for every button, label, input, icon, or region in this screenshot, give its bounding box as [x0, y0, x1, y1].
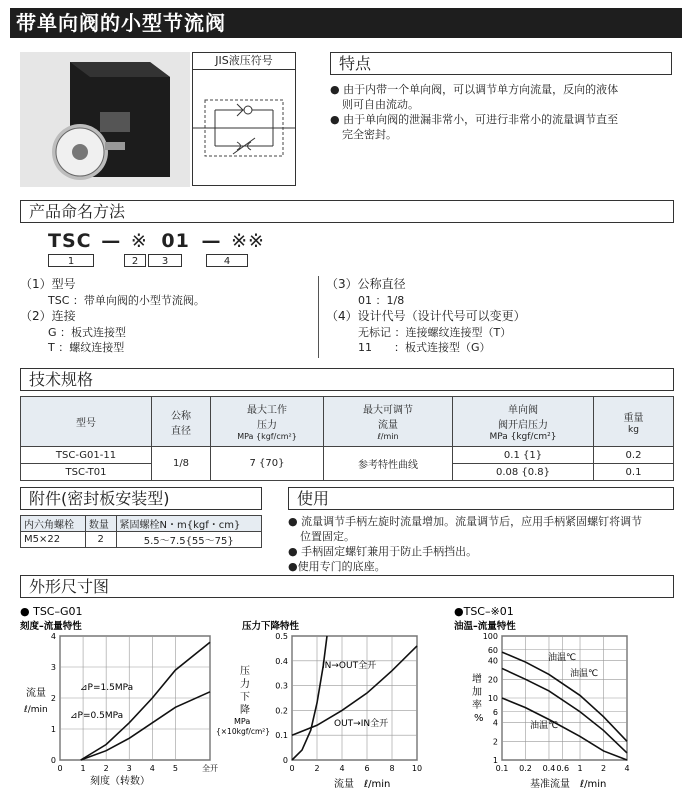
x-tick-label: 6: [364, 764, 370, 773]
col-header: 公称 直径: [152, 397, 211, 447]
x-tick-label: 0.6: [556, 764, 570, 773]
model-code: TSC — ※ 01 — ※※: [48, 230, 265, 252]
chart-label: ● TSC–G01: [20, 605, 83, 618]
valve-illustration: [20, 52, 190, 187]
series-label: 油温℃: [530, 721, 559, 731]
table-cell: 2: [85, 532, 116, 548]
x-tick-label: 0.2: [519, 764, 532, 773]
table-cell: 0.2: [594, 447, 674, 464]
table-cell: TSC-T01: [21, 464, 152, 481]
naming-right: [326, 276, 666, 355]
naming-item-line: T ：螺纹连接型: [48, 341, 125, 354]
table-cell: 0.1 {1}: [453, 447, 594, 464]
hydraulic-symbol: [193, 70, 295, 186]
svg-text:力: 力: [240, 679, 250, 690]
chart-title: 油温–流量特性: [454, 621, 516, 632]
y-tick-label: 0.4: [275, 656, 288, 666]
series-label: OUT→IN全开: [334, 719, 389, 729]
x-tick-label: 1: [80, 764, 86, 773]
x-tick-label: 5: [172, 764, 178, 773]
naming-divider: [318, 276, 319, 358]
list-item: ● 手柄固定螺钉兼用于防止手柄挡出。: [288, 545, 478, 558]
y-axis-label: [216, 665, 270, 736]
col-header: 紧固螺栓N・m{kgf・cm}: [116, 516, 261, 532]
x-tick-label: 0: [289, 764, 295, 773]
naming-item-head: （4）设计代号（设计代号可以变更）: [326, 309, 526, 323]
x-tick-label: 4: [149, 764, 155, 773]
product-photo: [20, 52, 190, 187]
y-tick-label: 10: [487, 694, 498, 703]
series-label: 油温℃: [548, 653, 577, 663]
y-tick-label: 20: [487, 675, 498, 685]
table-cell: 参考特性曲线: [324, 447, 453, 481]
code-box-2: 2: [124, 254, 146, 267]
col-header: 内六角螺栓: [21, 516, 86, 532]
y-tick-label: 2: [50, 694, 56, 703]
x-tick-label: 0: [57, 764, 63, 773]
list-item: 位置固定。: [300, 530, 355, 543]
usage-list: [288, 514, 678, 574]
svg-text:降: 降: [240, 705, 250, 716]
y-tick-label: 6: [492, 707, 498, 717]
list-item: 则可自由流动。: [342, 98, 419, 111]
y-axis-label: [472, 672, 484, 724]
y-tick-label: 4: [492, 718, 498, 728]
x-tick-label: 4: [624, 764, 630, 773]
code-box-4: 4: [206, 254, 248, 267]
chart-title: 刻度–流量特性: [20, 621, 82, 632]
series-label: IN→OUT全开: [322, 661, 377, 671]
x-tick-label: 8: [389, 764, 395, 773]
list-item: 完全密封。: [342, 128, 397, 141]
col-header: 重量 kg: [594, 397, 674, 447]
specs-heading: 技术规格: [20, 368, 674, 391]
naming-item-line: 11 ：板式连接型（G）: [358, 341, 491, 354]
dims-heading: 外形尺寸图: [20, 575, 674, 598]
y-tick-label: 0: [50, 756, 56, 765]
x-tick-label: 0.4: [542, 764, 556, 773]
svg-text:下: 下: [240, 692, 250, 703]
col-header: 单向阀 阀开启压力 MPa {kgf/cm²}: [453, 397, 594, 447]
naming-item-line: TSC ：带单向阀的小型节流阀。: [48, 294, 205, 307]
table-cell: 5.5～7.5{55～75}: [116, 532, 261, 548]
list-item: ● 由于内带一个单向阀，可以调节单方向流量，反向的液体: [330, 83, 619, 96]
x-axis-label: 刻度（转数）: [90, 776, 150, 787]
chart-scale-flow: [18, 604, 218, 792]
svg-text:%: %: [474, 713, 484, 724]
x-tick-label: 2: [314, 764, 320, 773]
chart-pressure-drop: [216, 604, 437, 792]
table-header-row: [21, 397, 674, 447]
table-cell: 7 {70}: [211, 447, 324, 481]
x-tick-label: 0.1: [495, 764, 509, 773]
y-tick-label: 0: [282, 756, 288, 765]
spec-table: [20, 396, 674, 481]
naming-item-head: （1）型号: [20, 277, 76, 291]
x-tick-label: 2: [103, 764, 109, 773]
col-header: 型号: [21, 397, 152, 447]
col-header: 数量: [85, 516, 116, 532]
naming-left: [20, 276, 310, 355]
y-axis-unit: ℓ/min: [24, 705, 48, 715]
naming-item-line: 无标记 ：连接螺纹连接型（T）: [358, 326, 512, 339]
y-tick-label: 0.1: [275, 731, 288, 741]
y-tick-label: 0.5: [275, 632, 288, 641]
svg-text:率: 率: [472, 700, 482, 711]
table-cell: TSC-G01-11: [21, 447, 152, 464]
list-item: ●使用专门的底座。: [288, 560, 386, 573]
y-axis-label: 流量: [26, 688, 46, 699]
table-cell: 1/8: [152, 447, 211, 481]
usage-heading: 使用: [288, 487, 674, 510]
y-tick-label: 60: [487, 645, 498, 655]
x-tick-label: 10: [411, 764, 423, 773]
jis-symbol-box: [192, 52, 296, 186]
y-tick-label: 0.3: [275, 681, 288, 691]
plot-frame: [292, 636, 417, 760]
x-tick-label: 4: [339, 764, 345, 773]
col-header: 最大可调节 流量 ℓ/min: [324, 397, 453, 447]
chart-title: 压力下降特性: [242, 621, 300, 632]
series-label: 油温℃: [570, 669, 599, 679]
features-heading: 特点: [330, 52, 672, 75]
naming-heading: 产品命名方法: [20, 200, 674, 223]
chart-oil-temp: [450, 604, 650, 792]
x-tick-label: 1: [577, 764, 583, 773]
naming-item-line: 01 ：1/8: [358, 294, 405, 307]
naming-item-line: G ：板式连接型: [48, 326, 127, 339]
table-cell: M5×22: [21, 532, 86, 548]
svg-text:加: 加: [472, 687, 482, 698]
y-tick-label: 3: [50, 663, 56, 672]
list-item: ● 由于单向阀的泄漏非常小，可进行非常小的流量调节直至: [330, 113, 619, 126]
svg-text:MPa: MPa: [234, 717, 251, 726]
y-tick-label: 1: [50, 725, 56, 734]
table-cell: 0.08 {0.8}: [453, 464, 594, 481]
table-header-row: [21, 516, 262, 532]
svg-text:压: 压: [240, 666, 250, 677]
naming-item-head: （3）公称直径: [326, 277, 406, 291]
list-item: ● 流量调节手柄左旋时流量增加。流量调节后，应用手柄紧固螺钉将调节: [288, 515, 643, 528]
x-tick-label: 3: [126, 764, 132, 773]
table-row: [21, 532, 262, 548]
code-box-3: 3: [148, 254, 182, 267]
table-cell: 0.1: [594, 464, 674, 481]
code-box-1: 1: [48, 254, 94, 267]
accessory-heading: 附件(密封板安装型): [20, 487, 262, 510]
y-tick-label: 4: [50, 632, 56, 641]
page-title: 带单向阀的小型节流阀: [10, 8, 682, 38]
accessory-table: [20, 515, 262, 548]
series-label: ⊿P=1.5MPa: [80, 683, 134, 693]
chart-label: ●TSC–※01: [454, 605, 514, 618]
y-tick-label: 0.2: [275, 706, 288, 716]
y-tick-label: 40: [487, 656, 498, 666]
col-header: 最大工作 压力 MPa {kgf/cm²}: [211, 397, 324, 447]
y-tick-label: 2: [492, 737, 498, 747]
table-row: [21, 447, 674, 464]
x-tick-label: 全开: [202, 764, 218, 773]
x-axis-label: 流量 ℓ/min: [334, 779, 391, 790]
svg-text:增: 增: [472, 674, 482, 685]
naming-item-head: （2）连接: [20, 309, 76, 323]
jis-symbol-label: JIS液压符号: [193, 53, 295, 70]
features-list: [330, 82, 675, 142]
y-tick-label: 1: [492, 756, 498, 765]
y-tick-label: 100: [482, 632, 498, 641]
x-axis-label: 基准流量 ℓ/min: [530, 779, 607, 790]
series-label: ⊿P=0.5MPa: [70, 711, 124, 721]
svg-text:{×10kgf/cm²}: {×10kgf/cm²}: [216, 727, 271, 736]
x-tick-label: 2: [600, 764, 607, 773]
